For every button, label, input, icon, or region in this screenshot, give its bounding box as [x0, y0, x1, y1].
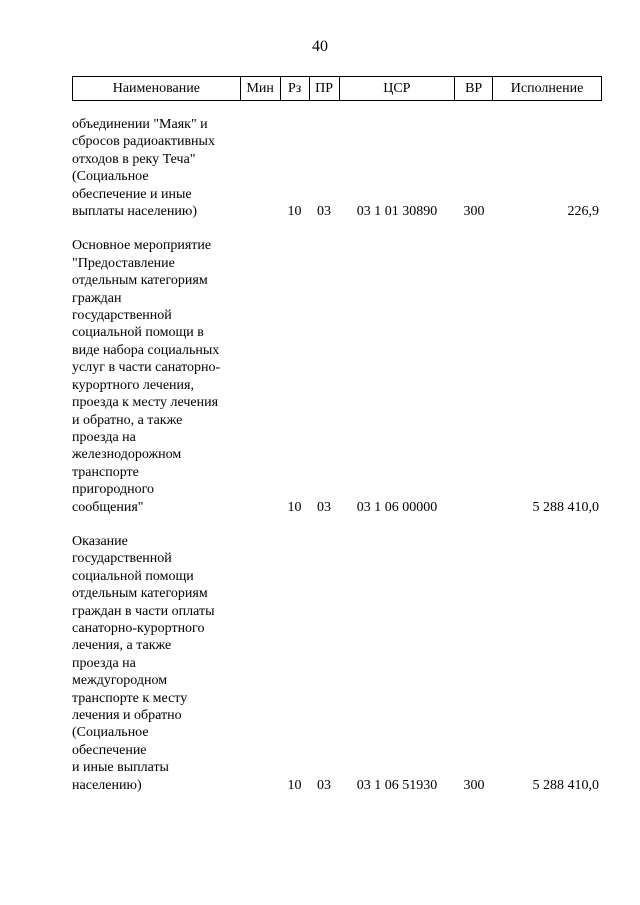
header-amount: Исполнение: [493, 77, 602, 101]
row-rz: 10: [287, 499, 302, 515]
row-amount: 5 288 410,0: [532, 499, 599, 515]
header-row: [73, 77, 602, 101]
row-pr: 03: [317, 777, 331, 793]
table-row: [72, 116, 602, 220]
row-csr: 03 1 06 00000: [356, 499, 438, 515]
row-rz: 10: [287, 777, 302, 793]
row-pr: 03: [317, 499, 331, 515]
row-rz: 10: [287, 204, 302, 220]
row-vr: 300: [463, 204, 485, 220]
row-pr: 03: [317, 204, 331, 220]
budget-table: [72, 116, 602, 794]
row-csr: 03 1 06 51930: [356, 777, 438, 793]
page-number: 40: [312, 38, 328, 55]
table-row: [72, 533, 602, 794]
row-name: Основное мероприятие "Предоставление отдельным категориям граждан государственной социальной помощи в виде набора социальных услуг в части санаторно- курортного лечения, проезда к месту лечения и обратно, а также проезда на железнодорожном транспорте пригородного сообщения": [72, 238, 221, 515]
row-spacer: [72, 220, 602, 237]
row-name: объединении "Маяк" и сбросов радиоактивных отходов в реку Теча" (Социальное обеспечение и иные выплаты населению): [72, 117, 215, 220]
row-amount: 226,9: [567, 204, 599, 220]
header-pr: ПР: [309, 77, 339, 101]
row-spacer: [72, 516, 602, 533]
header-vr: ВР: [455, 77, 493, 101]
row-name: Оказание государственной социальной помощи отдельным категориям граждан в части оплаты санаторно-курортного лечения, а также проезда на междугородном транспорте к месту лечения и обратно (Социальное обеспечение и иные выплаты населению): [72, 533, 215, 793]
header-rz: Рз: [280, 77, 309, 101]
header-min: Мин: [240, 77, 280, 101]
row-min: [240, 237, 280, 516]
table-row: [72, 237, 602, 516]
header-name: Наименование: [73, 77, 241, 101]
row-min: [240, 116, 280, 220]
row-vr: 300: [463, 777, 485, 793]
row-vr: [455, 237, 493, 516]
row-csr: 03 1 01 30890: [356, 204, 438, 220]
table-header: [72, 76, 602, 101]
row-amount: 5 288 410,0: [532, 777, 599, 793]
header-csr: ЦСР: [339, 77, 455, 101]
row-min: [240, 533, 280, 794]
